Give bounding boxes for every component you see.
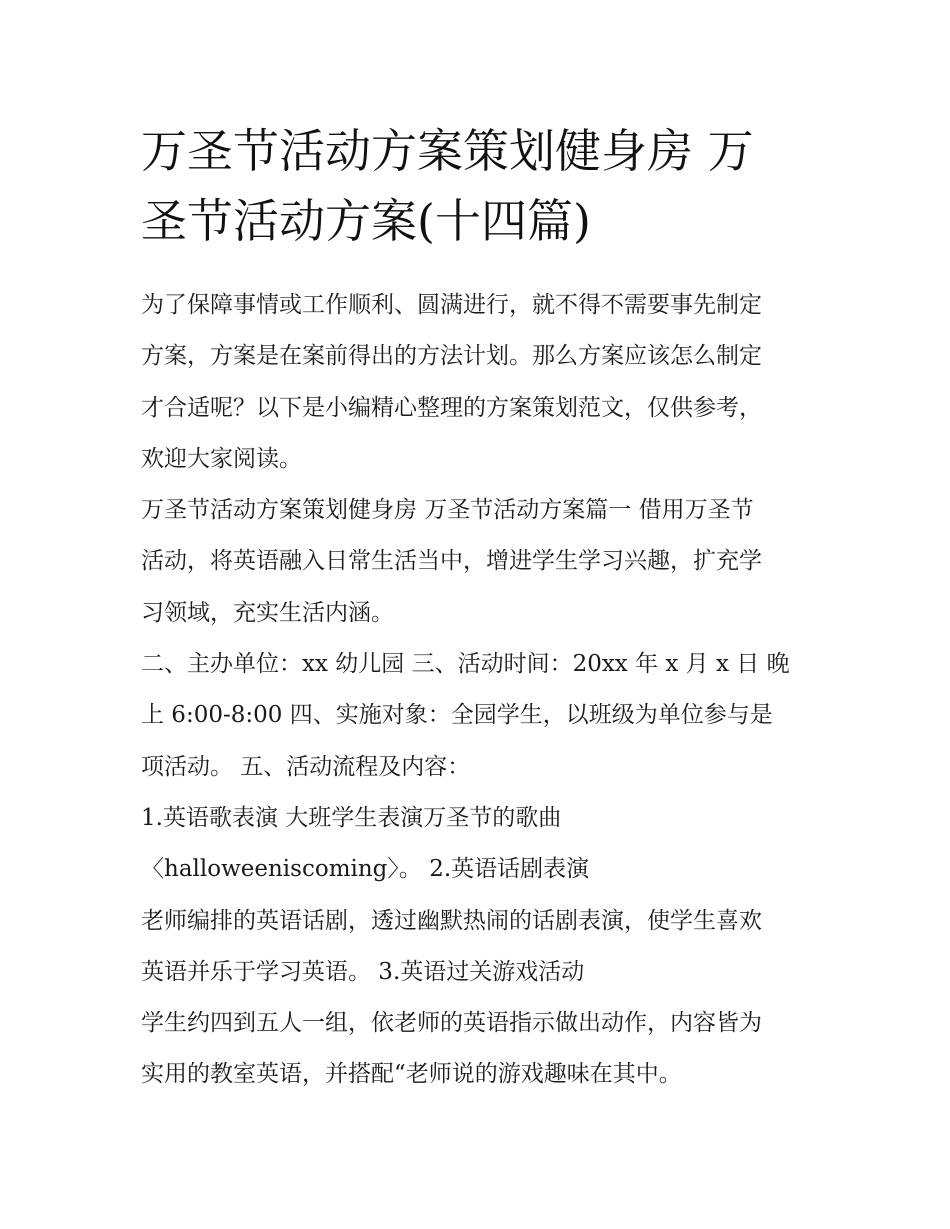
text-line: 上 6:00-8:00 四、实施对象：全园学生，以班级为单位参与是 — [141, 702, 773, 729]
document-title — [141, 116, 821, 256]
text-line: 方案，方案是在案前得出的方法计划。那么方案应该怎么制定 — [141, 343, 762, 370]
text-line: 万圣节活动方案策划健身房 万圣节活动方案篇一 借用万圣节 — [141, 497, 754, 524]
text-line: 〈halloweeniscoming〉。 2.英语话剧表演 — [141, 856, 590, 883]
text-line: 项活动。 五、活动流程及内容： — [141, 753, 471, 780]
text-line: 老师编排的英语话剧，透过幽默热闹的话剧表演，使学生喜欢 — [141, 907, 762, 934]
title-line: 圣节活动方案(十四篇) — [141, 194, 591, 248]
text-line: 学生约四到五人一组，依老师的英语指示做出动作，内容皆为 — [141, 1010, 762, 1037]
text-line: 习领域，充实生活内涵。 — [141, 599, 394, 626]
text-line: 实用的教室英语，并搭配“老师说的游戏趣味在其中。 — [141, 1061, 682, 1088]
text-line: 为了保障事情或工作顺利、圆满进行，就不得不需要事先制定 — [141, 292, 762, 318]
text-line: 活动，将英语融入日常生活当中，增进学生学习兴趣，扩充学 — [141, 548, 762, 575]
text-line: 1.英语歌表演 大班学生表演万圣节的歌曲 — [141, 804, 562, 831]
title-line: 万圣节活动方案策划健身房 万 — [141, 124, 754, 178]
text-line: 英语并乐于学习英语。 3.英语过关游戏活动 — [141, 958, 585, 985]
document-body — [141, 280, 821, 1101]
text-line: 才合适呢？以下是小编精心整理的方案策划范文，仅供参考， — [141, 394, 762, 421]
text-line: 二、主办单位：xx 幼儿园 三、活动时间：20xx 年 x 月 x 日 晚 — [141, 651, 790, 678]
text-line: 欢迎大家阅读。 — [141, 445, 302, 472]
